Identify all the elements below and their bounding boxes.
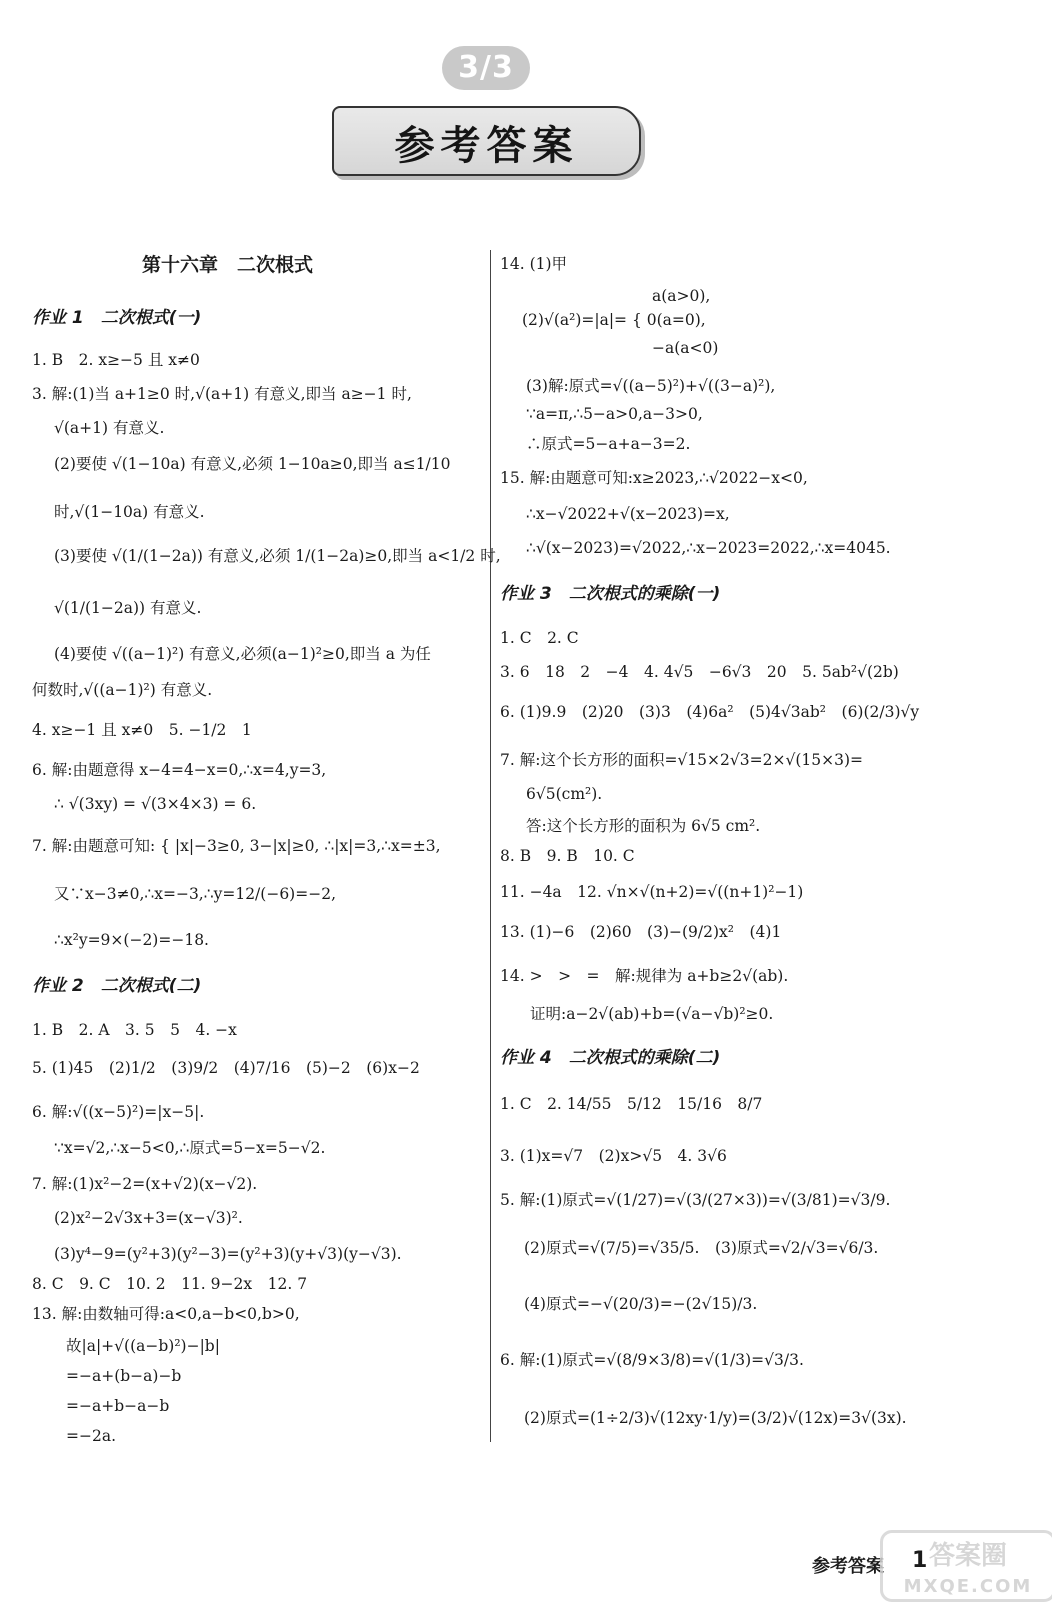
answer-line: 1. C 2. 14/55 5/12 15/16 8/7 <box>500 1095 763 1113</box>
answer-line: (3)y⁴−9=(y²+3)(y²−3)=(y²+3)(y+√3)(y−√3). <box>54 1245 402 1263</box>
answer-line: ∴x²y=9×(−2)=−18. <box>54 931 209 949</box>
answer-line: 4. x≥−1 且 x≠0 5. −1/2 1 <box>32 721 252 739</box>
answer-line: 7. 解:由题意可知: { |x|−3≥0, 3−|x|≥0, ∴|x|=3,∴x=±3, <box>32 837 441 855</box>
answer-line: 3. 6 18 2 −4 4. 4√5 −6√3 20 5. 5ab²√(2b) <box>500 663 899 681</box>
answer-line: 14. > > = 解:规律为 a+b≥2√(ab). <box>500 967 789 985</box>
answer-line: =−a+(b−a)−b <box>66 1367 182 1385</box>
answer-line: √(1/(1−2a)) 有意义. <box>54 599 202 617</box>
answer-line: ∵a=π,∴5−a>0,a−3>0, <box>526 405 703 423</box>
watermark-bottom: MXQE.COM <box>903 1576 1033 1597</box>
watermark <box>880 1530 1052 1602</box>
answer-line: =−a+b−a−b <box>66 1397 170 1415</box>
answer-line: 13. 解:由数轴可得:a<0,a−b<0,b>0, <box>32 1305 300 1323</box>
section-heading: 作业 4 二次根式的乘除(二) <box>500 1048 721 1068</box>
footer-label: 参考答案 <box>812 1556 884 1577</box>
answer-line: (4)原式=−√(20/3)=−(2√15)/3. <box>524 1295 758 1313</box>
answer-line: 6. (1)9.9 (2)20 (3)3 (4)6a² (5)4√3ab² (6)(2/3)√y <box>500 703 920 721</box>
page-badge: 3/3 <box>442 46 530 90</box>
answer-line: (4)要使 √((a−1)²) 有意义,必须(a−1)²≥0,即当 a 为任 <box>54 645 431 663</box>
answer-line: 答:这个长方形的面积为 6√5 cm². <box>526 817 761 835</box>
answer-line: (2)原式=(1÷2/3)√(12xy·1/y)=(3/2)√(12x)=3√(3x). <box>524 1409 907 1427</box>
answer-line: (3)解:原式=√((a−5)²)+√((3−a)²), <box>526 377 776 395</box>
answer-line: 时,√(1−10a) 有意义. <box>54 503 205 521</box>
answer-line: 1. B 2. x≥−5 且 x≠0 <box>32 351 200 369</box>
answer-line: (3)要使 √(1/(1−2a)) 有意义,必须 1/(1−2a)≥0,即当 a<1/2 时, <box>54 547 501 565</box>
answer-line: 14. (1)甲 <box>500 255 568 273</box>
answer-line: 1. C 2. C <box>500 629 579 647</box>
column-divider <box>490 250 491 1442</box>
answer-line: 13. (1)−6 (2)60 (3)−(9/2)x² (4)1 <box>500 923 782 941</box>
answer-line: (2)√(a²)=|a|= { 0(a=0), <box>522 311 706 329</box>
answer-line: 6. 解:(1)原式=√(8/9×3/8)=√(1/3)=√3/3. <box>500 1351 804 1369</box>
answer-line: 15. 解:由题意可知:x≥2023,∴√2022−x<0, <box>500 469 808 487</box>
answer-line: a(a>0), <box>652 287 711 305</box>
answer-line: 何数时,√((a−1)²) 有意义. <box>32 681 213 699</box>
section-heading: 作业 1 二次根式(一) <box>32 308 202 328</box>
answer-line: 6. 解:√((x−5)²)=|x−5|. <box>32 1103 205 1121</box>
answer-line: 3. 解:(1)当 a+1≥0 时,√(a+1) 有意义,即当 a≥−1 时, <box>32 385 412 403</box>
answer-line: 3. (1)x=√7 (2)x>√5 4. 3√6 <box>500 1147 727 1165</box>
title-banner <box>332 106 641 176</box>
section-heading: 作业 2 二次根式(二) <box>32 976 202 996</box>
answer-line: 又∵x−3≠0,∴x=−3,∴y=12/(−6)=−2, <box>54 885 336 903</box>
answer-line: 6√5(cm²). <box>526 785 603 803</box>
chapter-title: 第十六章 二次根式 <box>142 254 314 276</box>
section-heading: 作业 3 二次根式的乘除(一) <box>500 584 721 604</box>
answer-line: ∵x=√2,∴x−5<0,∴原式=5−x=5−√2. <box>54 1139 326 1157</box>
answer-line: 5. 解:(1)原式=√(1/27)=√(3/(27×3))=√(3/81)=√3/9. <box>500 1191 891 1209</box>
answer-line: 8. B 9. B 10. C <box>500 847 635 865</box>
answer-line: 1. B 2. A 3. 5 5 4. −x <box>32 1021 237 1039</box>
answer-line: (2)要使 √(1−10a) 有意义,必须 1−10a≥0,即当 a≤1/10 <box>54 455 451 473</box>
answer-line: =−2a. <box>66 1427 117 1445</box>
page-number: 1 <box>912 1548 928 1573</box>
answer-line: 8. C 9. C 10. 2 11. 9−2x 12. 7 <box>32 1275 308 1293</box>
answer-line: 7. 解:(1)x²−2=(x+√2)(x−√2). <box>32 1175 258 1193</box>
answer-line: 7. 解:这个长方形的面积=√15×2√3=2×√(15×3)= <box>500 751 863 769</box>
answer-line: √(a+1) 有意义. <box>54 419 165 437</box>
answer-line: −a(a<0) <box>652 339 719 357</box>
answer-line: ∴x−√2022+√(x−2023)=x, <box>526 505 730 523</box>
answer-line: ∴ √(3xy) = √(3×4×3) = 6. <box>54 795 257 813</box>
answer-line: (2)x²−2√3x+3=(x−√3)². <box>54 1209 243 1227</box>
page-title: 参考答案 <box>394 123 579 169</box>
answer-line: ∴原式=5−a+a−3=2. <box>526 435 691 453</box>
answer-line: ∴√(x−2023)=√2022,∴x−2023=2022,∴x=4045. <box>526 539 891 557</box>
watermark-top: 答案圈 <box>928 1541 1007 1571</box>
answer-line: 故|a|+√((a−b)²)−|b| <box>66 1337 220 1355</box>
answer-line: 11. −4a 12. √n×√(n+2)=√((n+1)²−1) <box>500 883 804 901</box>
answer-line: (2)原式=√(7/5)=√35/5. (3)原式=√2/√3=√6/3. <box>524 1239 879 1257</box>
answer-line: 5. (1)45 (2)1/2 (3)9/2 (4)7/16 (5)−2 (6)x−2 <box>32 1059 420 1077</box>
answer-line: 证明:a−2√(ab)+b=(√a−√b)²≥0. <box>530 1005 774 1023</box>
answer-line: 6. 解:由题意得 x−4=4−x=0,∴x=4,y=3, <box>32 761 327 779</box>
